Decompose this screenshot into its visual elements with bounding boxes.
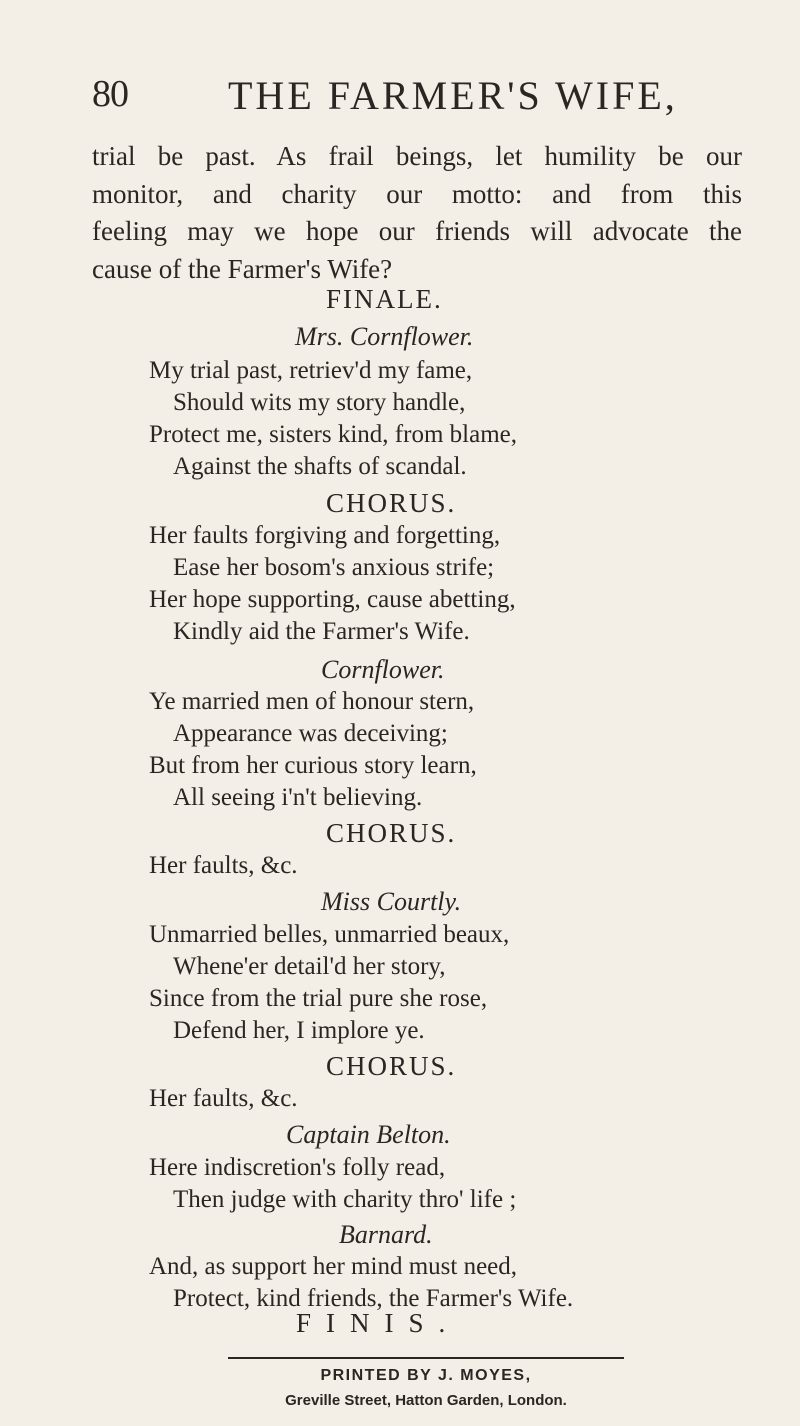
verse-line: But from her curious story learn,	[149, 752, 477, 779]
prose-line: feeling may we hope our friends will advocate the	[92, 216, 742, 246]
prose-line: cause of the Farmer's Wife?	[92, 253, 393, 284]
speaker-name: Miss Courtly.	[321, 887, 462, 916]
verse-line: All seeing i'n't believing.	[173, 784, 423, 811]
verse-line: Here indiscretion's folly read,	[149, 1154, 446, 1181]
verse-line: And, as support her mind must need,	[149, 1253, 518, 1280]
running-title: THE FARMER'S WIFE,	[228, 73, 678, 118]
printer-imprint-line-1: PRINTED BY J. MOYES,	[320, 1367, 532, 1384]
prose-paragraph	[92, 138, 742, 288]
verse-line: My trial past, retriev'd my fame,	[149, 357, 473, 384]
speaker-name: Cornflower.	[321, 655, 445, 684]
finale-heading: FINALE.	[326, 284, 443, 314]
verse-line: Her faults forgiving and forgetting,	[149, 522, 501, 549]
printer-imprint-line-2: Greville Street, Hatton Garden, London.	[285, 1392, 567, 1409]
speaker-name: Captain Belton.	[286, 1120, 451, 1149]
verse-line: Defend her, I implore ye.	[173, 1017, 425, 1044]
speaker-name: Barnard.	[339, 1220, 433, 1249]
chorus-heading: CHORUS.	[326, 488, 457, 518]
verse-line: Unmarried belles, unmarried beaux,	[149, 921, 510, 948]
page-header	[92, 72, 732, 122]
verse-line: Kindly aid the Farmer's Wife.	[173, 618, 470, 645]
chorus-heading: CHORUS.	[326, 1051, 457, 1081]
verse-line: Her faults, &c.	[149, 1085, 298, 1112]
page-number: 80	[92, 73, 128, 115]
verse-line: Should wits my story handle,	[173, 389, 466, 416]
verse-line: Appearance was deceiving;	[173, 720, 448, 747]
verse-line: Protect, kind friends, the Farmer's Wife.	[173, 1285, 574, 1312]
verse-line: Her faults, &c.	[149, 852, 298, 879]
chorus-heading: CHORUS.	[326, 818, 457, 848]
verse-line: Whene'er detail'd her story,	[173, 953, 446, 980]
verse-line: Since from the trial pure she rose,	[149, 985, 488, 1012]
verse-line: Her hope supporting, cause abetting,	[149, 586, 516, 613]
verse-line: Ye married men of honour stern,	[149, 688, 475, 715]
prose-line: monitor, and charity our motto: and from this	[92, 178, 742, 209]
verse-line: Ease her bosom's anxious strife;	[173, 554, 495, 581]
divider-rule	[228, 1357, 624, 1359]
finis: FINIS.	[296, 1308, 461, 1338]
prose-line: trial be past. As frail beings, let humility be our	[92, 141, 742, 171]
speaker-name: Mrs. Cornflower.	[295, 322, 474, 351]
verse-line: Against the shafts of scandal.	[173, 453, 467, 480]
verse-line: Protect me, sisters kind, from blame,	[149, 421, 517, 448]
verse-line: Then judge with charity thro' life ;	[173, 1186, 517, 1213]
